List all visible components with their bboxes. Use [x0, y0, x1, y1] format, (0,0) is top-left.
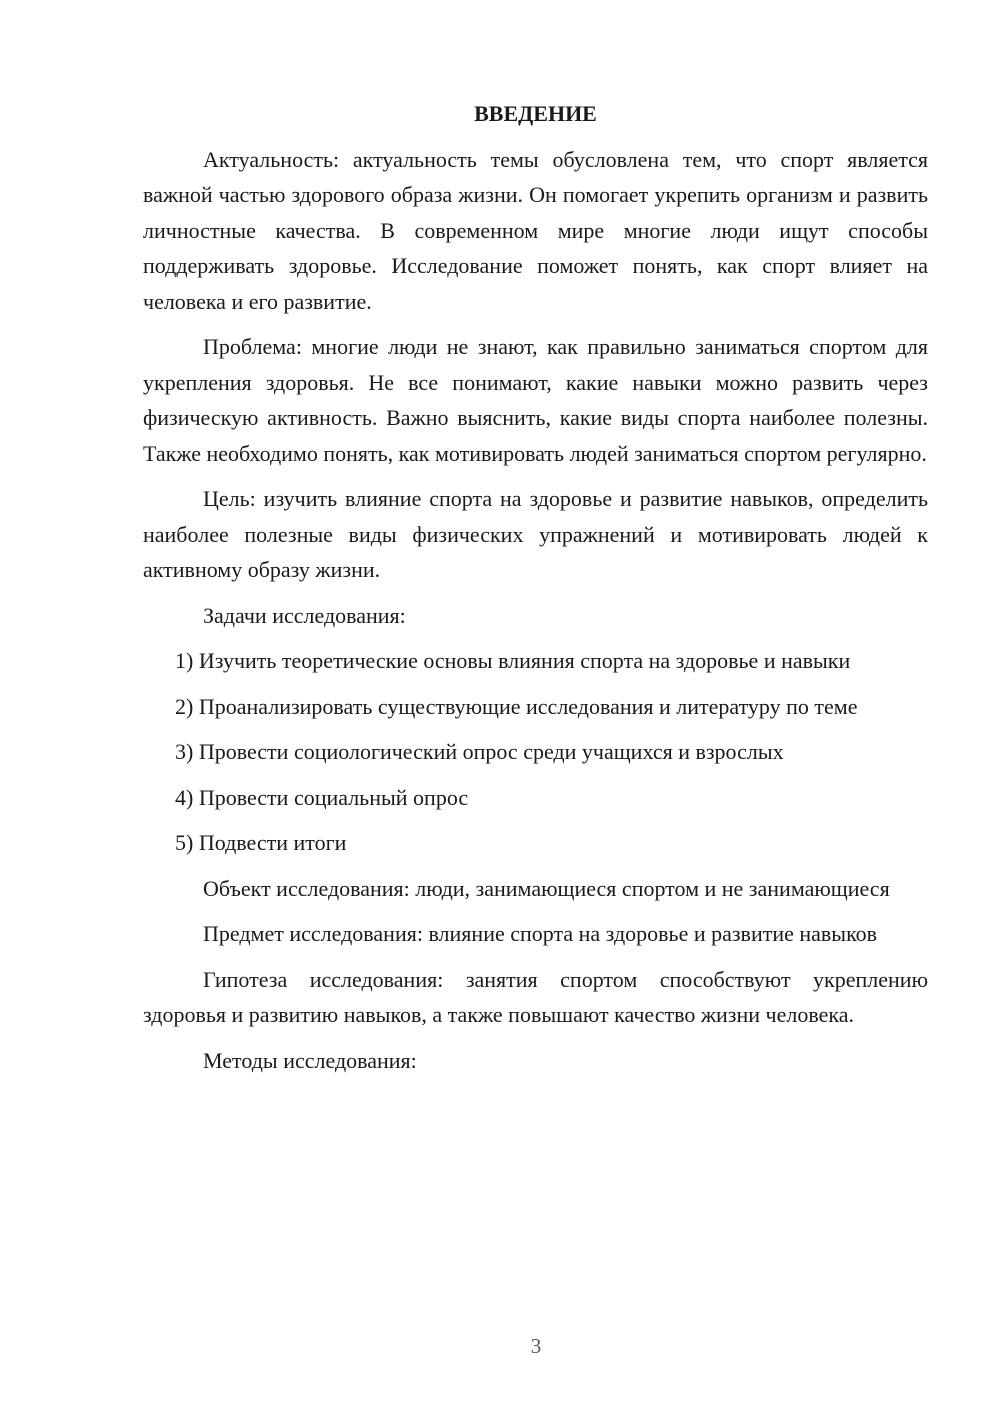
- section-heading: ВВЕДЕНИЕ: [474, 101, 597, 126]
- tasks-title: Задачи исследования:: [203, 602, 406, 628]
- task-item-1: 1) Изучить теоретические основы влияния спорта на здоровье и навыки: [175, 648, 851, 673]
- hypothesis-paragraph: Гипотеза исследования: занятия спортом способствуют укреплению здоровья и развитию навыков, а также повышают качество жизни человека.: [143, 966, 928, 1027]
- task-item-5: 5) Подвести итоги: [175, 830, 347, 855]
- methods-title: Методы исследования:: [203, 1047, 417, 1073]
- task-item-3: 3) Провести социологический опрос среди учащихся и взрослых: [175, 739, 784, 764]
- page-number: 3: [530, 1334, 542, 1358]
- task-item-4: 4) Провести социальный опрос: [175, 784, 469, 810]
- object-paragraph: Объект исследования: люди, занимающиеся спортом и не занимающиеся: [203, 875, 890, 901]
- subject-paragraph: Предмет исследования: влияние спорта на здоровье и развитие навыков: [203, 921, 878, 946]
- task-item-2: 2) Проанализировать существующие исследования и литературу по теме: [175, 693, 858, 719]
- relevance-paragraph: Актуальность: актуальность темы обусловлена тем, что спорт является важной частью здорового образа жизни. Он помогает укрепить организм и развить личностные качества. В современном мире многие люди ищут способы поддерживать здоровье. Исследование поможет понять, как спорт влияет на человека и его развитие.: [143, 146, 928, 314]
- goal-paragraph: Цель: изучить влияние спорта на здоровье и развитие навыков, определить наиболее полезные виды физических упражнений и мотивировать людей к активному образу жизни.: [143, 486, 928, 582]
- document-body: [143, 96, 928, 1088]
- problem-paragraph: Проблема: многие люди не знают, как правильно заниматься спортом для укрепления здоровья. Не все понимают, какие навыки можно развить через физическую активность. Важно выяснить, какие виды спорта наиболее полезны. Также необходимо понять, как мотивировать людей заниматься спортом регулярно.: [143, 334, 928, 466]
